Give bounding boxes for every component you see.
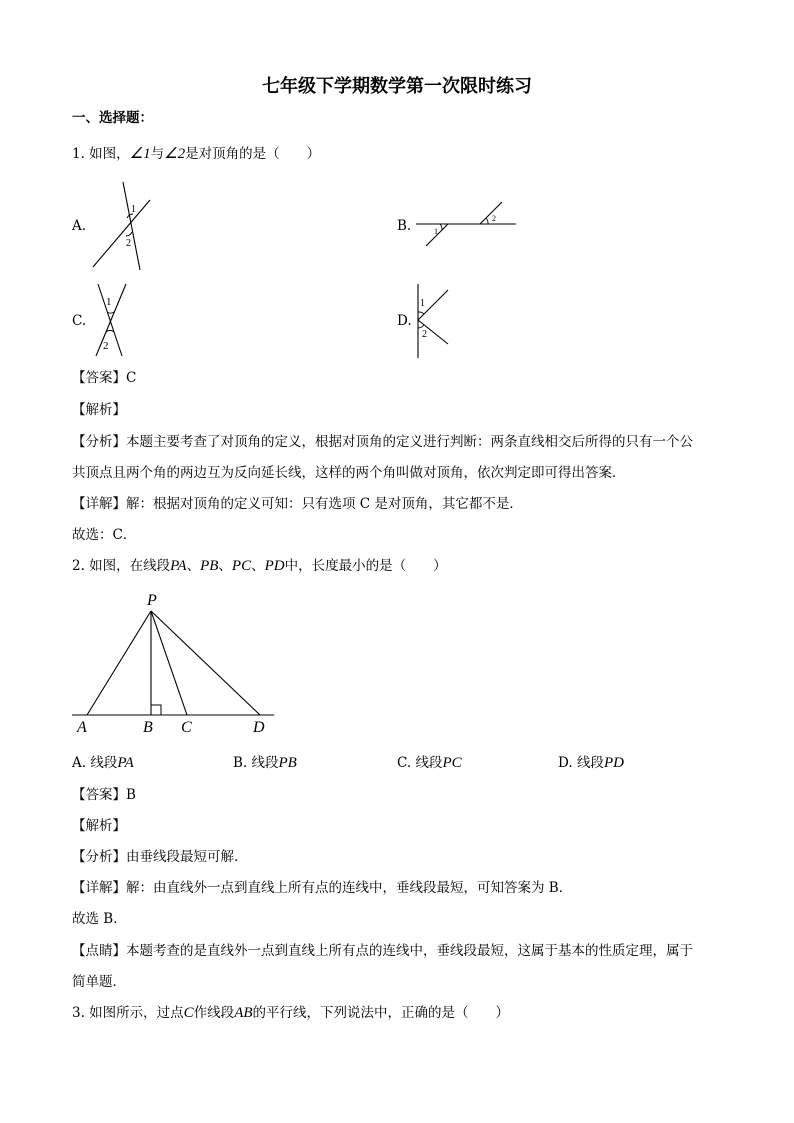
a-mark-2: 2 <box>126 238 131 249</box>
q1-option-d-figure <box>410 282 460 360</box>
c-line-1 <box>98 284 122 356</box>
q2-option-a-text: 线段 <box>90 755 118 771</box>
q2-option-d-seg: PD <box>603 755 624 771</box>
q1-option-b-figure <box>412 198 522 248</box>
d-mark-2: 2 <box>422 329 427 340</box>
q3-segment: AB <box>234 1005 253 1021</box>
q2-option-b <box>233 753 297 773</box>
q2-option-a-label: A. <box>72 755 87 771</box>
b-upper-ray <box>480 202 502 224</box>
q2-seg-pb: PB <box>200 558 219 574</box>
b-mark-1: 1 <box>434 227 438 236</box>
q2-option-c <box>397 753 462 773</box>
d-arc-1 <box>418 312 424 314</box>
q2-seg-pd: PD <box>264 558 285 574</box>
q2-detail: 【详解】解：由直线外一点到直线上所有点的连线中，垂线段最短，可知答案为 B． <box>72 880 573 896</box>
c-line-2 <box>96 284 126 356</box>
c-arc-1 <box>107 312 114 313</box>
q2-sep-2: 、 <box>218 558 232 574</box>
q2-sep-1: 、 <box>186 558 201 574</box>
q2-stem-prefix: 2. 如图，在线段 <box>72 558 171 574</box>
q2-analysis: 【分析】由垂线段最短可解． <box>72 849 248 865</box>
q2-comment-line-2: 简单题． <box>72 974 126 990</box>
section-heading: 一、选择题： <box>72 110 153 126</box>
q2-option-c-text: 线段 <box>415 755 443 771</box>
d-mark-1: 1 <box>420 298 425 309</box>
q1-analysis-line-2: 共顶点且两个角的两边互为反向延长线，这样的两个角叫做对顶角，依次判定即可得出答案． <box>72 465 626 481</box>
q1-and: 与 <box>150 146 165 162</box>
q1-angle1: ∠1 <box>129 146 151 162</box>
q1-analysis-line-1: 【分析】本题主要考查了对顶角的定义，根据对顶角的定义进行判断：两条直线相交后所得的只有一个公 <box>72 434 693 450</box>
q2-option-b-seg: PB <box>278 755 297 771</box>
q2-comment-line-1: 【点睛】本题考查的是直线外一点到直线上所有点的连线中，垂线段最短，这属于基本的性质定理，属于 <box>72 943 693 959</box>
q1-option-d-label: D. <box>397 313 412 329</box>
q2-option-d-label: D. <box>558 755 573 771</box>
q2-right-angle-mark <box>151 705 161 715</box>
q2-option-b-text: 线段 <box>251 755 279 771</box>
q1-stem-prefix: 1. 如图， <box>72 146 130 162</box>
q3-point: C <box>183 1005 194 1021</box>
q2-stem-suffix: 中，长度最小的是（ ） <box>284 558 447 574</box>
q2-choice: 故选 B． <box>72 911 127 927</box>
b-mark-2: 2 <box>492 214 496 223</box>
a-arc-2 <box>126 232 132 236</box>
q2-option-c-seg: PC <box>442 755 462 771</box>
a-line-1 <box>123 182 140 270</box>
q1-option-c-label: C. <box>72 313 87 329</box>
page-title: 七年级下学期数学第一次限时练习 <box>262 76 532 97</box>
c-mark-2: 2 <box>103 340 109 352</box>
q1-angle2: ∠2 <box>164 146 186 162</box>
q2-option-c-label: C. <box>397 755 412 771</box>
q2-option-d-text: 线段 <box>576 755 604 771</box>
q1-detail: 【详解】解：根据对顶角的定义可知：只有选项 C 是对顶角，其它都不是． <box>72 496 523 512</box>
q2-option-b-label: B. <box>233 755 248 771</box>
q2-analysis-title: 【解析】 <box>72 818 126 834</box>
q2-seg-pa: PA <box>170 558 187 574</box>
q1-option-a-label: A. <box>72 218 87 234</box>
q3-stem-suffix: 的平行线，下列说法中，正确的是（ ） <box>252 1005 510 1021</box>
q2-option-d <box>558 753 624 773</box>
q3-mid: 作线段 <box>193 1005 235 1021</box>
q1-option-b-label: B. <box>397 218 412 234</box>
q2-answer: 【答案】B <box>72 787 136 803</box>
q2-label-b: B <box>143 719 153 736</box>
q3-stem-prefix: 3. 如图所示，过点 <box>72 1005 184 1021</box>
q2-seg-pc: PC <box>231 558 252 574</box>
q3-stem <box>72 1003 509 1023</box>
q1-stem <box>72 144 320 164</box>
q1-option-c-figure <box>90 282 140 360</box>
q2-label-d: D <box>253 719 265 736</box>
q2-segment-pc <box>151 611 187 715</box>
c-arc-2 <box>106 330 114 332</box>
c-mark-1: 1 <box>106 296 112 308</box>
q1-choice: 故选：C． <box>72 527 137 543</box>
q2-segment-pd <box>151 611 260 715</box>
q1-analysis-title: 【解析】 <box>72 402 126 418</box>
q2-sep-3: 、 <box>251 558 265 574</box>
q2-option-a <box>72 753 134 773</box>
q1-stem-suffix: 是对顶角的是（ ） <box>185 146 321 162</box>
q1-option-a-figure <box>88 180 158 275</box>
b-arc-2 <box>486 218 488 224</box>
a-line-2 <box>93 200 150 267</box>
d-arc-2 <box>418 325 424 328</box>
q2-segment-pa <box>87 611 151 715</box>
q2-label-p: P <box>147 592 157 609</box>
q1-answer: 【答案】C <box>72 370 137 386</box>
q2-figure <box>70 588 280 738</box>
q2-label-a: A <box>77 719 87 736</box>
q2-label-c: C <box>181 719 192 736</box>
q2-option-a-seg: PA <box>117 755 134 771</box>
a-mark-1: 1 <box>131 204 136 215</box>
b-arc-1 <box>440 224 442 230</box>
q2-stem <box>72 556 447 576</box>
